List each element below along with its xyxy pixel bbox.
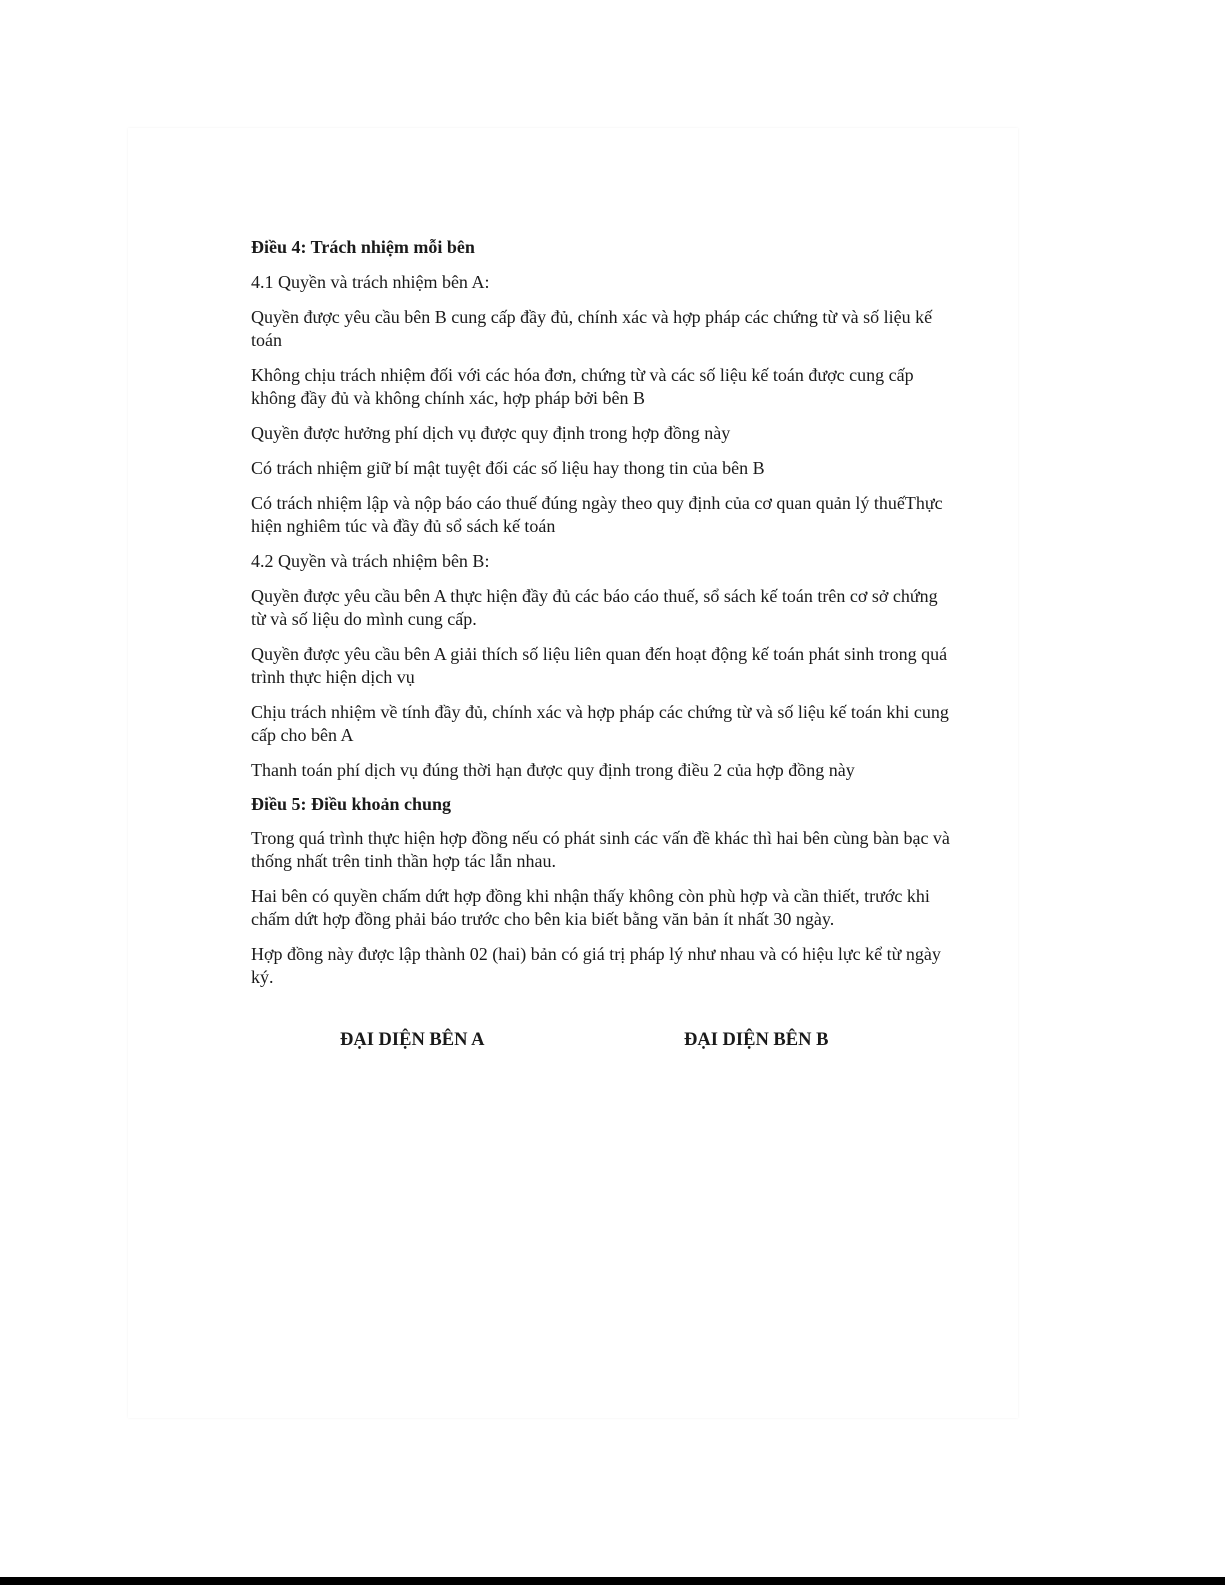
section-4-2-item: Thanh toán phí dịch vụ đúng thời hạn được quy định trong điều 2 của hợp đồng này [251, 760, 855, 780]
section-4-1-title: 4.1 Quyền và trách nhiệm bên A: [251, 272, 490, 292]
section-4-1-item: Có trách nhiệm lập và nộp báo cáo thuế đúng ngày theo quy định của cơ quan quản lý thuếThực hiện nghiêm túc và đầy đủ sổ sách kế toán [251, 493, 943, 536]
section-4-1-item: Có trách nhiệm giữ bí mật tuyệt đối các số liệu hay thong tin của bên B [251, 458, 765, 478]
section-4-1-item: Không chịu trách nhiệm đối với các hóa đơn, chứng từ và các số liệu kế toán được cung cấp không đầy đủ và không chính xác, hợp pháp bởi bên B [251, 365, 914, 408]
signature-party-b: ĐẠI DIỆN BÊN B [684, 1030, 829, 1050]
section-4-1-item: Quyền được hưởng phí dịch vụ được quy định trong hợp đồng này [251, 423, 731, 443]
article-5-title: Điều 5: Điều khoản chung [251, 794, 452, 814]
section-4-2-item: Quyền được yêu cầu bên A thực hiện đầy đủ các báo cáo thuế, sổ sách kế toán trên cơ sở chứng từ và số liệu do mình cung cấp. [251, 586, 938, 629]
signature-party-a: ĐẠI DIỆN BÊN A [340, 1030, 485, 1050]
section-4-2-title: 4.2 Quyền và trách nhiệm bên B: [251, 551, 490, 571]
section-4-2-item: Chịu trách nhiệm về tính đầy đủ, chính xác và hợp pháp các chứng từ và số liệu kế toán khi cung cấp cho bên A [251, 702, 949, 745]
bottom-border [0, 1577, 1225, 1585]
document-body [251, 236, 951, 1001]
article-5-paragraph: Trong quá trình thực hiện hợp đồng nếu có phát sinh các vấn đề khác thì hai bên cùng bàn bạc và thống nhất trên tinh thần hợp tác lẫn nhau. [251, 828, 950, 871]
article-5-paragraph: Hai bên có quyền chấm dứt hợp đồng khi nhận thấy không còn phù hợp và cần thiết, trước khi chấm dứt hợp đồng phải báo trước cho bên kia biết bằng văn bản ít nhất 30 ngày. [251, 886, 930, 929]
article-5-paragraph: Hợp đồng này được lập thành 02 (hai) bản có giá trị pháp lý như nhau và có hiệu lực kể từ ngày ký. [251, 944, 941, 987]
article-4-title: Điều 4: Trách nhiệm mỗi bên [251, 237, 475, 257]
signature-block [0, 1030, 1225, 1056]
section-4-1-item: Quyền được yêu cầu bên B cung cấp đầy đủ, chính xác và hợp pháp các chứng từ và số liệu kế toán [251, 307, 933, 350]
section-4-2-item: Quyền được yêu cầu bên A giải thích số liệu liên quan đến hoạt động kế toán phát sinh trong quá trình thực hiện dịch vụ [251, 644, 948, 687]
